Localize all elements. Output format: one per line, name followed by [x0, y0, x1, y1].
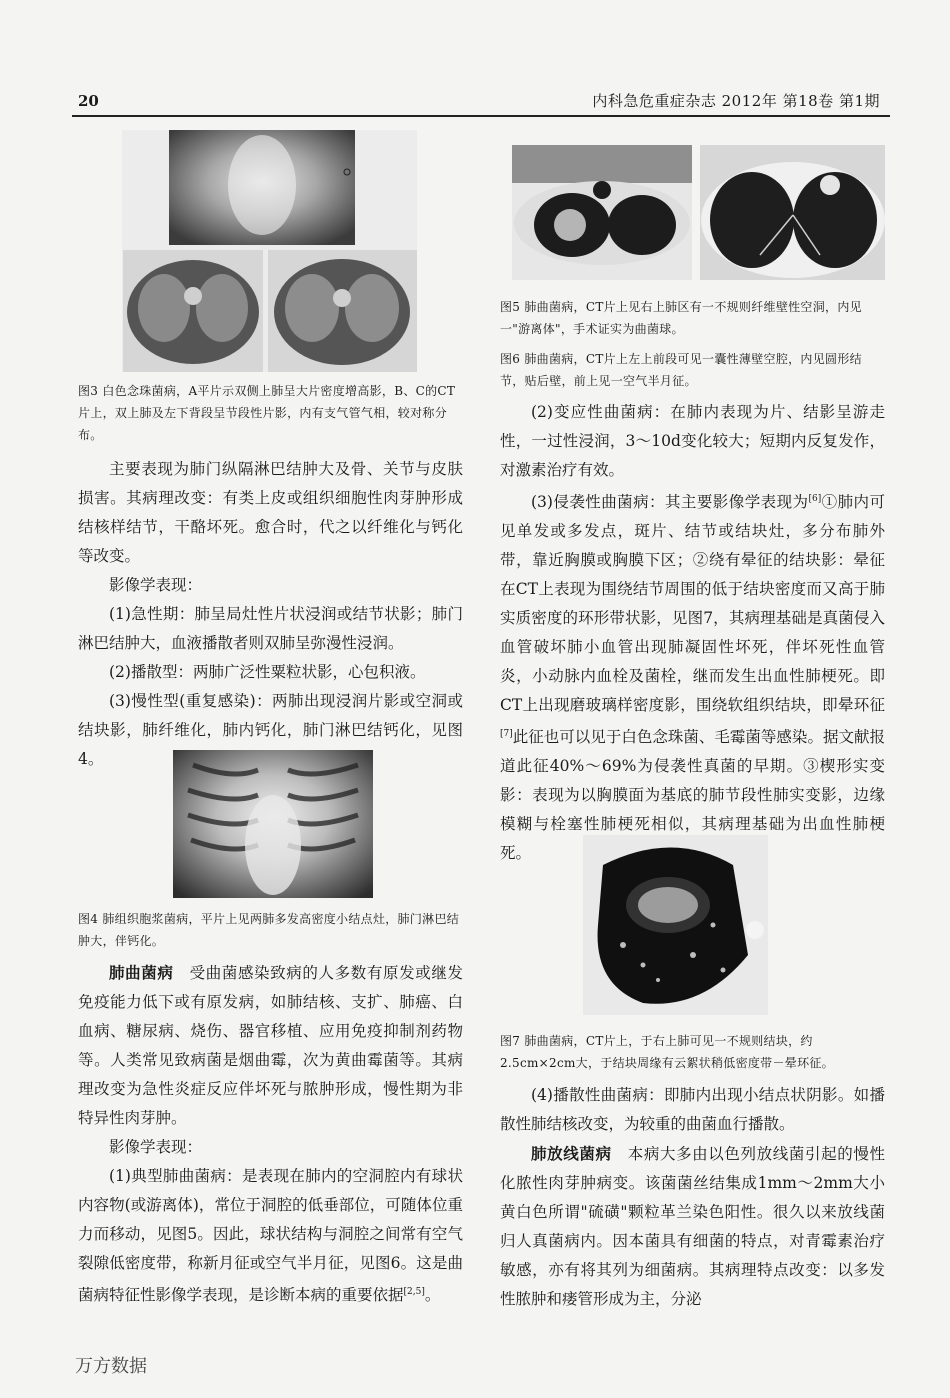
invasive-c: 此征也可以见于白色念珠菌、毛霉菌等感染。据文献报道此征40%～69%为侵袭性真菌的早期。③楔形实变影：表现为以胸膜面为基底的肺节段性肺实变影，边缘模糊与栓塞性肺梗死相似，其病理基础为出血性肺梗死。: [500, 728, 885, 863]
figure-3-images: [122, 130, 417, 372]
actinomycosis-paragraph: [500, 1139, 885, 1314]
imaging-heading-2: 影像学表现：: [109, 1138, 203, 1156]
figure-3-caption: 图3 白色念珠菌病，A平片示双侧上肺呈大片密度增高影，B、C的CT片上，双上肺及左下背段呈节段性片影，内有支气管气相，较对称分布。: [78, 384, 456, 442]
paragraph-typical: [78, 1162, 463, 1310]
citation: [7]: [500, 729, 513, 740]
figure-5-caption: 图5 肺曲菌病，CT片上见右上肺区有一不规则纤维壁性空洞，内见一"游离体"，手术证实为曲菌球。: [500, 300, 862, 336]
header-rule: [72, 115, 890, 117]
figure-6: [700, 145, 885, 280]
citation: [2,5]: [403, 1287, 425, 1297]
page-number: 20: [78, 92, 99, 110]
paragraph: 主要表现为肺门纵隔淋巴结肿大及骨、关节与皮肤损害。其病理改变：有类上皮或组织细胞性肉芽肿形成结核样结节，干酪坏死。愈合时，代之以纤维化与钙化等改变。: [78, 460, 463, 565]
section-title: 肺放线菌病: [531, 1144, 612, 1163]
figure-6-caption: 图6 肺曲菌病，CT片上左上前段可见一囊性薄壁空腔，内见圆形结节，贴后壁，前上见一空气半月征。: [500, 352, 862, 388]
paragraph-disseminated: (4)播散性曲菌病：即肺内出现小结点状阴影。如播散性肺结核改变，为较重的曲菌血行播散。: [500, 1086, 885, 1133]
figure-5-image: [512, 145, 692, 280]
citation: [6]: [808, 494, 822, 504]
watermark: 万方数据: [75, 1356, 147, 1377]
journal-header: 内科急危重症杂志 2012年 第18卷 第1期: [592, 92, 880, 110]
figure-4: [173, 750, 373, 898]
paragraph-allergic: (2)变应性曲菌病：在肺内表现为片、结影呈游走性，一过性浸润，3～10d变化较大；短期内反复发作，对激素治疗有效。: [500, 403, 885, 479]
figure-4-image: [173, 750, 373, 898]
section-text: 本病大多由以色列放线菌引起的慢性化脓性肉芽肿病变。该菌菌丝结集成1mm～2mm大小黄白色所谓"硫磺"颗粒革兰染色阳性。很久以来放线菌归人真菌病内。因本菌具有细菌的特点，对青霉素治疗敏感，亦有将其列为细菌病。其病理特点改变：以多发性脓肿和瘘管形成为主，分泌: [500, 1145, 885, 1308]
figure-3: [122, 130, 417, 372]
paragraph-chronic: (3)慢性型(重复感染)：两肺出现浸润片影或空洞或结块影，肺纤维化，肺内钙化，肺门淋巴结钙化，见图4。: [78, 692, 463, 768]
figure-4-caption: 图4 肺组织胞浆菌病，平片上见两肺多发高密度小结点灶，肺门淋巴结肿大，伴钙化。: [78, 912, 460, 948]
paragraph-invasive: [500, 485, 885, 868]
right-body-1: [500, 398, 885, 868]
invasive-a: (3)侵袭性曲菌病：其主要影像学表现为: [531, 493, 809, 512]
section-title: 肺曲菌病: [109, 963, 174, 982]
section-text: 受曲菌感染致病的人多数有原发或继发免疫能力低下或有原发病，如肺结核、支扩、肺癌、白血病、糖尿病、烧伤、器官移植、应用免疫抑制剂药物等。人类常见致病菌是烟曲霉，次为黄曲霉菌等。其病理改变为急性炎症反应伴坏死与脓肿形成，慢性期为非特异性肉芽肿。: [78, 964, 463, 1127]
figure-6-image: [700, 145, 885, 280]
right-body-2: [500, 1081, 885, 1314]
paragraph-acute: (1)急性期：肺呈局灶性片状浸润或结节状影；肺门淋巴结肿大，血液播散者则双肺呈弥漫性浸润。: [78, 605, 463, 652]
invasive-b: ①肺内可见单发或多发点，斑片、结节或结块灶，多分布肺外带，靠近胸膜或胸膜下区；②绕有晕征的结块影：晕征在CT上表现为围绕结节周围的低于结块密度而又高于肺实质密度的环形带状影，见图7，其病理基础是真菌侵入血管破坏肺小血管出现肺凝固性坏死，伴坏死性血管炎，小动脉内血栓及菌栓，继而发生出血性肺梗死。即CT上出现磨玻璃样密度影，围绕软组织结块，即晕环征: [500, 493, 885, 715]
figure-7: [583, 835, 768, 1015]
left-body-1: [78, 455, 463, 774]
paragraph-spread: (2)播散型：两肺广泛性粟粒状影，心包积液。: [109, 663, 426, 681]
figure-7-caption: 图7 肺曲菌病，CT片上，于右上肺可见一不规则结块，约2.5cm×2cm大，于结块周缘有云絮状稍低密度带－晕环征。: [500, 1034, 834, 1070]
figure-5: [512, 145, 692, 280]
aspergillosis-paragraph: [78, 958, 463, 1133]
typical-end: 。: [424, 1286, 441, 1305]
typical-text: (1)典型肺曲菌病：是表现在肺内的空洞腔内有球状内容物(或游离体)，常位于洞腔的低垂部位，可随体位重力而移动，见图5。因此，球状结构与洞腔之间常有空气裂隙低密度带，称新月征或空气半月征，见图6。这是曲菌病特征性影像学表现，是诊断本病的重要依据: [78, 1167, 463, 1305]
imaging-heading: 影像学表现：: [109, 576, 203, 594]
left-body-2: [78, 958, 463, 1310]
figure-7-image: [583, 835, 768, 1015]
